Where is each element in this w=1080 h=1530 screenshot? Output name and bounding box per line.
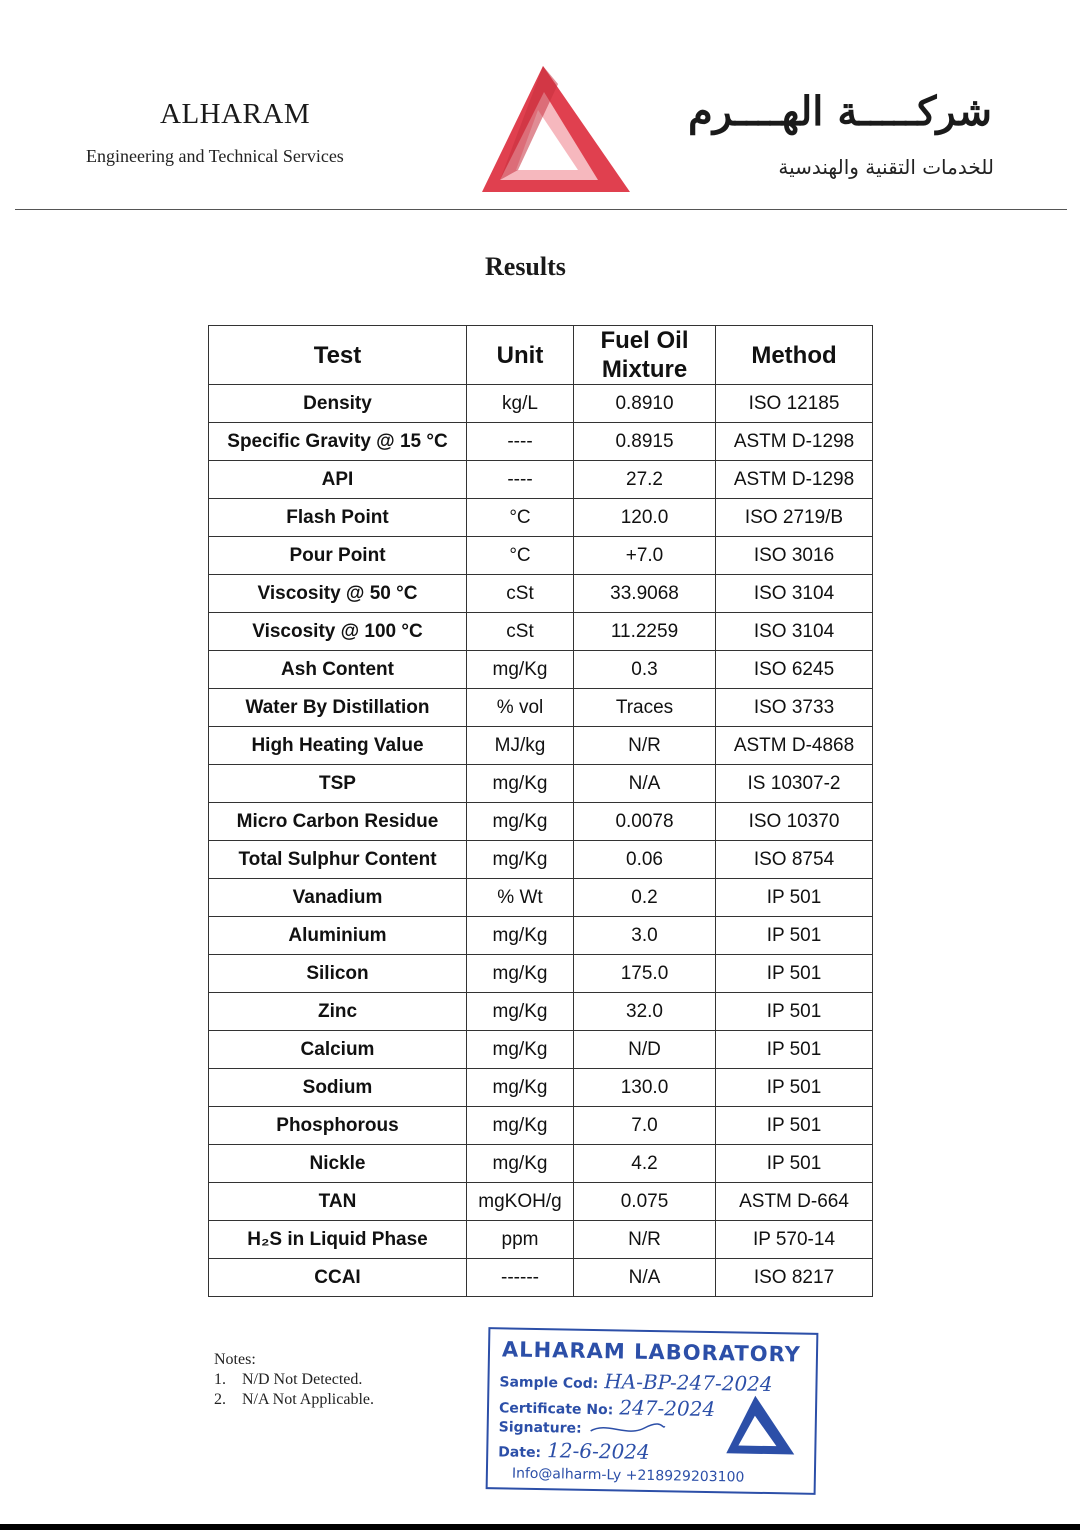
cell-method: IP 501 (716, 1145, 873, 1183)
cell-test: Ash Content (209, 651, 467, 689)
cell-method: ISO 8754 (716, 841, 873, 879)
table-row (209, 499, 873, 537)
note-item (214, 1390, 374, 1410)
table-row (209, 385, 873, 423)
table-row (209, 1259, 873, 1297)
table-row (209, 1107, 873, 1145)
red-triangle-logo (478, 62, 632, 196)
cell-method: ASTM D-1298 (716, 461, 873, 499)
cell-test: Flash Point (209, 499, 467, 537)
cell-test: Viscosity @ 100 °C (209, 613, 467, 651)
cell-unit: % Wt (467, 879, 574, 917)
cell-method: ASTM D-1298 (716, 423, 873, 461)
note-number: 2. (214, 1391, 226, 1408)
cell-test: TSP (209, 765, 467, 803)
cell-method: IP 501 (716, 1107, 873, 1145)
cell-unit: °C (467, 537, 574, 575)
cell-value: 33.9068 (574, 575, 716, 613)
cell-method: ISO 10370 (716, 803, 873, 841)
cell-test: TAN (209, 1183, 467, 1221)
cell-value: 7.0 (574, 1107, 716, 1145)
cell-value: 120.0 (574, 499, 716, 537)
cell-unit: mg/Kg (467, 955, 574, 993)
cell-method: IP 501 (716, 1069, 873, 1107)
cell-test: Pour Point (209, 537, 467, 575)
stamp-date-value: 12-6-2024 (546, 1438, 650, 1464)
cell-method: IP 501 (716, 917, 873, 955)
table-row (209, 461, 873, 499)
cell-value: N/A (574, 765, 716, 803)
table-row (209, 1221, 873, 1259)
cell-unit: mg/Kg (467, 993, 574, 1031)
table-row (209, 689, 873, 727)
table-row (209, 651, 873, 689)
table-row (209, 613, 873, 651)
cell-value: 4.2 (574, 1145, 716, 1183)
table-row (209, 993, 873, 1031)
cell-test: Density (209, 385, 467, 423)
cell-test: CCAI (209, 1259, 467, 1297)
table-row (209, 575, 873, 613)
stamp-certificate-label: Certificate No: (498, 1400, 614, 1419)
cell-value: 27.2 (574, 461, 716, 499)
cell-method: ASTM D-664 (716, 1183, 873, 1221)
table-row (209, 1183, 873, 1221)
table-row (209, 879, 873, 917)
cell-unit: ppm (467, 1221, 574, 1259)
cell-method: IP 501 (716, 955, 873, 993)
cell-value: N/R (574, 1221, 716, 1259)
cell-value: Traces (574, 689, 716, 727)
cell-test: Phosphorous (209, 1107, 467, 1145)
cell-value: 3.0 (574, 917, 716, 955)
stamp-certificate-value: 247-2024 (619, 1395, 716, 1422)
cell-method: IP 570-14 (716, 1221, 873, 1259)
cell-method: ISO 8217 (716, 1259, 873, 1297)
cell-unit: mg/Kg (467, 651, 574, 689)
cell-test: Silicon (209, 955, 467, 993)
cell-unit: °C (467, 499, 574, 537)
cell-unit: cSt (467, 613, 574, 651)
cell-test: Sodium (209, 1069, 467, 1107)
stamp-contact: Info@alharm-Ly +218929203100 (511, 1465, 745, 1486)
cell-value: +7.0 (574, 537, 716, 575)
header-fuel-oil-mixture: Fuel Oil Mixture (574, 326, 716, 385)
cell-method: ISO 3104 (716, 613, 873, 651)
cell-unit: mg/Kg (467, 1069, 574, 1107)
cell-value: 32.0 (574, 993, 716, 1031)
stamp-lab-name: ALHARAM LABORATORY (501, 1337, 802, 1367)
cell-unit: mg/Kg (467, 841, 574, 879)
note-item (214, 1370, 374, 1390)
company-name-en: ALHARAM (160, 98, 311, 130)
table-header-row (209, 326, 873, 385)
cell-test: API (209, 461, 467, 499)
table-row (209, 1069, 873, 1107)
results-table (208, 325, 873, 1297)
cell-method: ISO 3016 (716, 537, 873, 575)
cell-method: IP 501 (716, 879, 873, 917)
notes (214, 1350, 374, 1410)
stamp-sample-code (499, 1367, 773, 1396)
page-title: Results (485, 252, 566, 281)
stamp-signature-label: Signature: (498, 1419, 582, 1437)
cell-value: 130.0 (574, 1069, 716, 1107)
cell-value: N/R (574, 727, 716, 765)
cell-test: High Heating Value (209, 727, 467, 765)
cell-test: Specific Gravity @ 15 °C (209, 423, 467, 461)
stamp-sample-label: Sample Cod: (499, 1374, 599, 1393)
cell-value: 0.0078 (574, 803, 716, 841)
header-method: Method (716, 326, 873, 385)
note-text: N/D Not Detected. (242, 1371, 363, 1388)
cell-method: IS 10307-2 (716, 765, 873, 803)
stamp-date (498, 1437, 650, 1464)
cell-value: 0.3 (574, 651, 716, 689)
header-divider (15, 209, 1067, 210)
cell-unit: mg/Kg (467, 917, 574, 955)
laboratory-stamp (486, 1327, 819, 1495)
note-text: N/A Not Applicable. (242, 1391, 374, 1408)
cell-method: ISO 2719/B (716, 499, 873, 537)
cell-value: 175.0 (574, 955, 716, 993)
cell-unit: mg/Kg (467, 1107, 574, 1145)
cell-test: H₂S in Liquid Phase (209, 1221, 467, 1259)
cell-method: IP 501 (716, 1031, 873, 1069)
cell-unit: mg/Kg (467, 765, 574, 803)
table-row (209, 841, 873, 879)
table-row (209, 1031, 873, 1069)
header-unit: Unit (467, 326, 574, 385)
cell-value: 11.2259 (574, 613, 716, 651)
company-name-ar: شركـــــة الهــــرم (687, 88, 992, 135)
company-tagline-ar: للخدمات التقنية والهندسية (778, 155, 994, 179)
cell-test: Vanadium (209, 879, 467, 917)
cell-unit: mg/Kg (467, 1145, 574, 1183)
cell-value: 0.075 (574, 1183, 716, 1221)
cell-test: Total Sulphur Content (209, 841, 467, 879)
table-row (209, 727, 873, 765)
cell-test: Micro Carbon Residue (209, 803, 467, 841)
cell-method: ISO 12185 (716, 385, 873, 423)
cell-unit: % vol (467, 689, 574, 727)
signature-scribble (586, 1419, 666, 1440)
note-number: 1. (214, 1371, 226, 1388)
cell-method: IP 501 (716, 993, 873, 1031)
table-row (209, 1145, 873, 1183)
cell-method: ISO 3104 (716, 575, 873, 613)
header-test: Test (209, 326, 467, 385)
cell-method: ISO 3733 (716, 689, 873, 727)
cell-value: N/D (574, 1031, 716, 1069)
table-row (209, 803, 873, 841)
table-row (209, 917, 873, 955)
cell-unit: mg/Kg (467, 1031, 574, 1069)
table-row (209, 423, 873, 461)
stamp-sample-value: HA-BP-247-2024 (604, 1369, 773, 1397)
page-bottom-edge (0, 1524, 1080, 1530)
table-row (209, 765, 873, 803)
cell-value: 0.2 (574, 879, 716, 917)
cell-unit: ------ (467, 1259, 574, 1297)
stamp-triangle-logo (724, 1393, 797, 1456)
notes-title: Notes: (214, 1351, 256, 1368)
cell-unit: ---- (467, 423, 574, 461)
cell-unit: ---- (467, 461, 574, 499)
cell-value: 0.8910 (574, 385, 716, 423)
cell-test: Calcium (209, 1031, 467, 1069)
cell-unit: kg/L (467, 385, 574, 423)
cell-unit: mgKOH/g (467, 1183, 574, 1221)
table-row (209, 537, 873, 575)
cell-test: Water By Distillation (209, 689, 467, 727)
cell-unit: mg/Kg (467, 803, 574, 841)
cell-value: 0.8915 (574, 423, 716, 461)
cell-test: Nickle (209, 1145, 467, 1183)
cell-test: Aluminium (209, 917, 467, 955)
cell-value: 0.06 (574, 841, 716, 879)
table-row (209, 955, 873, 993)
stamp-date-label: Date: (498, 1444, 542, 1462)
cell-unit: MJ/kg (467, 727, 574, 765)
cell-value: N/A (574, 1259, 716, 1297)
cell-method: ISO 6245 (716, 651, 873, 689)
cell-test: Zinc (209, 993, 467, 1031)
company-tagline-en: Engineering and Technical Services (86, 146, 344, 166)
cell-test: Viscosity @ 50 °C (209, 575, 467, 613)
cell-unit: cSt (467, 575, 574, 613)
cell-method: ASTM D-4868 (716, 727, 873, 765)
